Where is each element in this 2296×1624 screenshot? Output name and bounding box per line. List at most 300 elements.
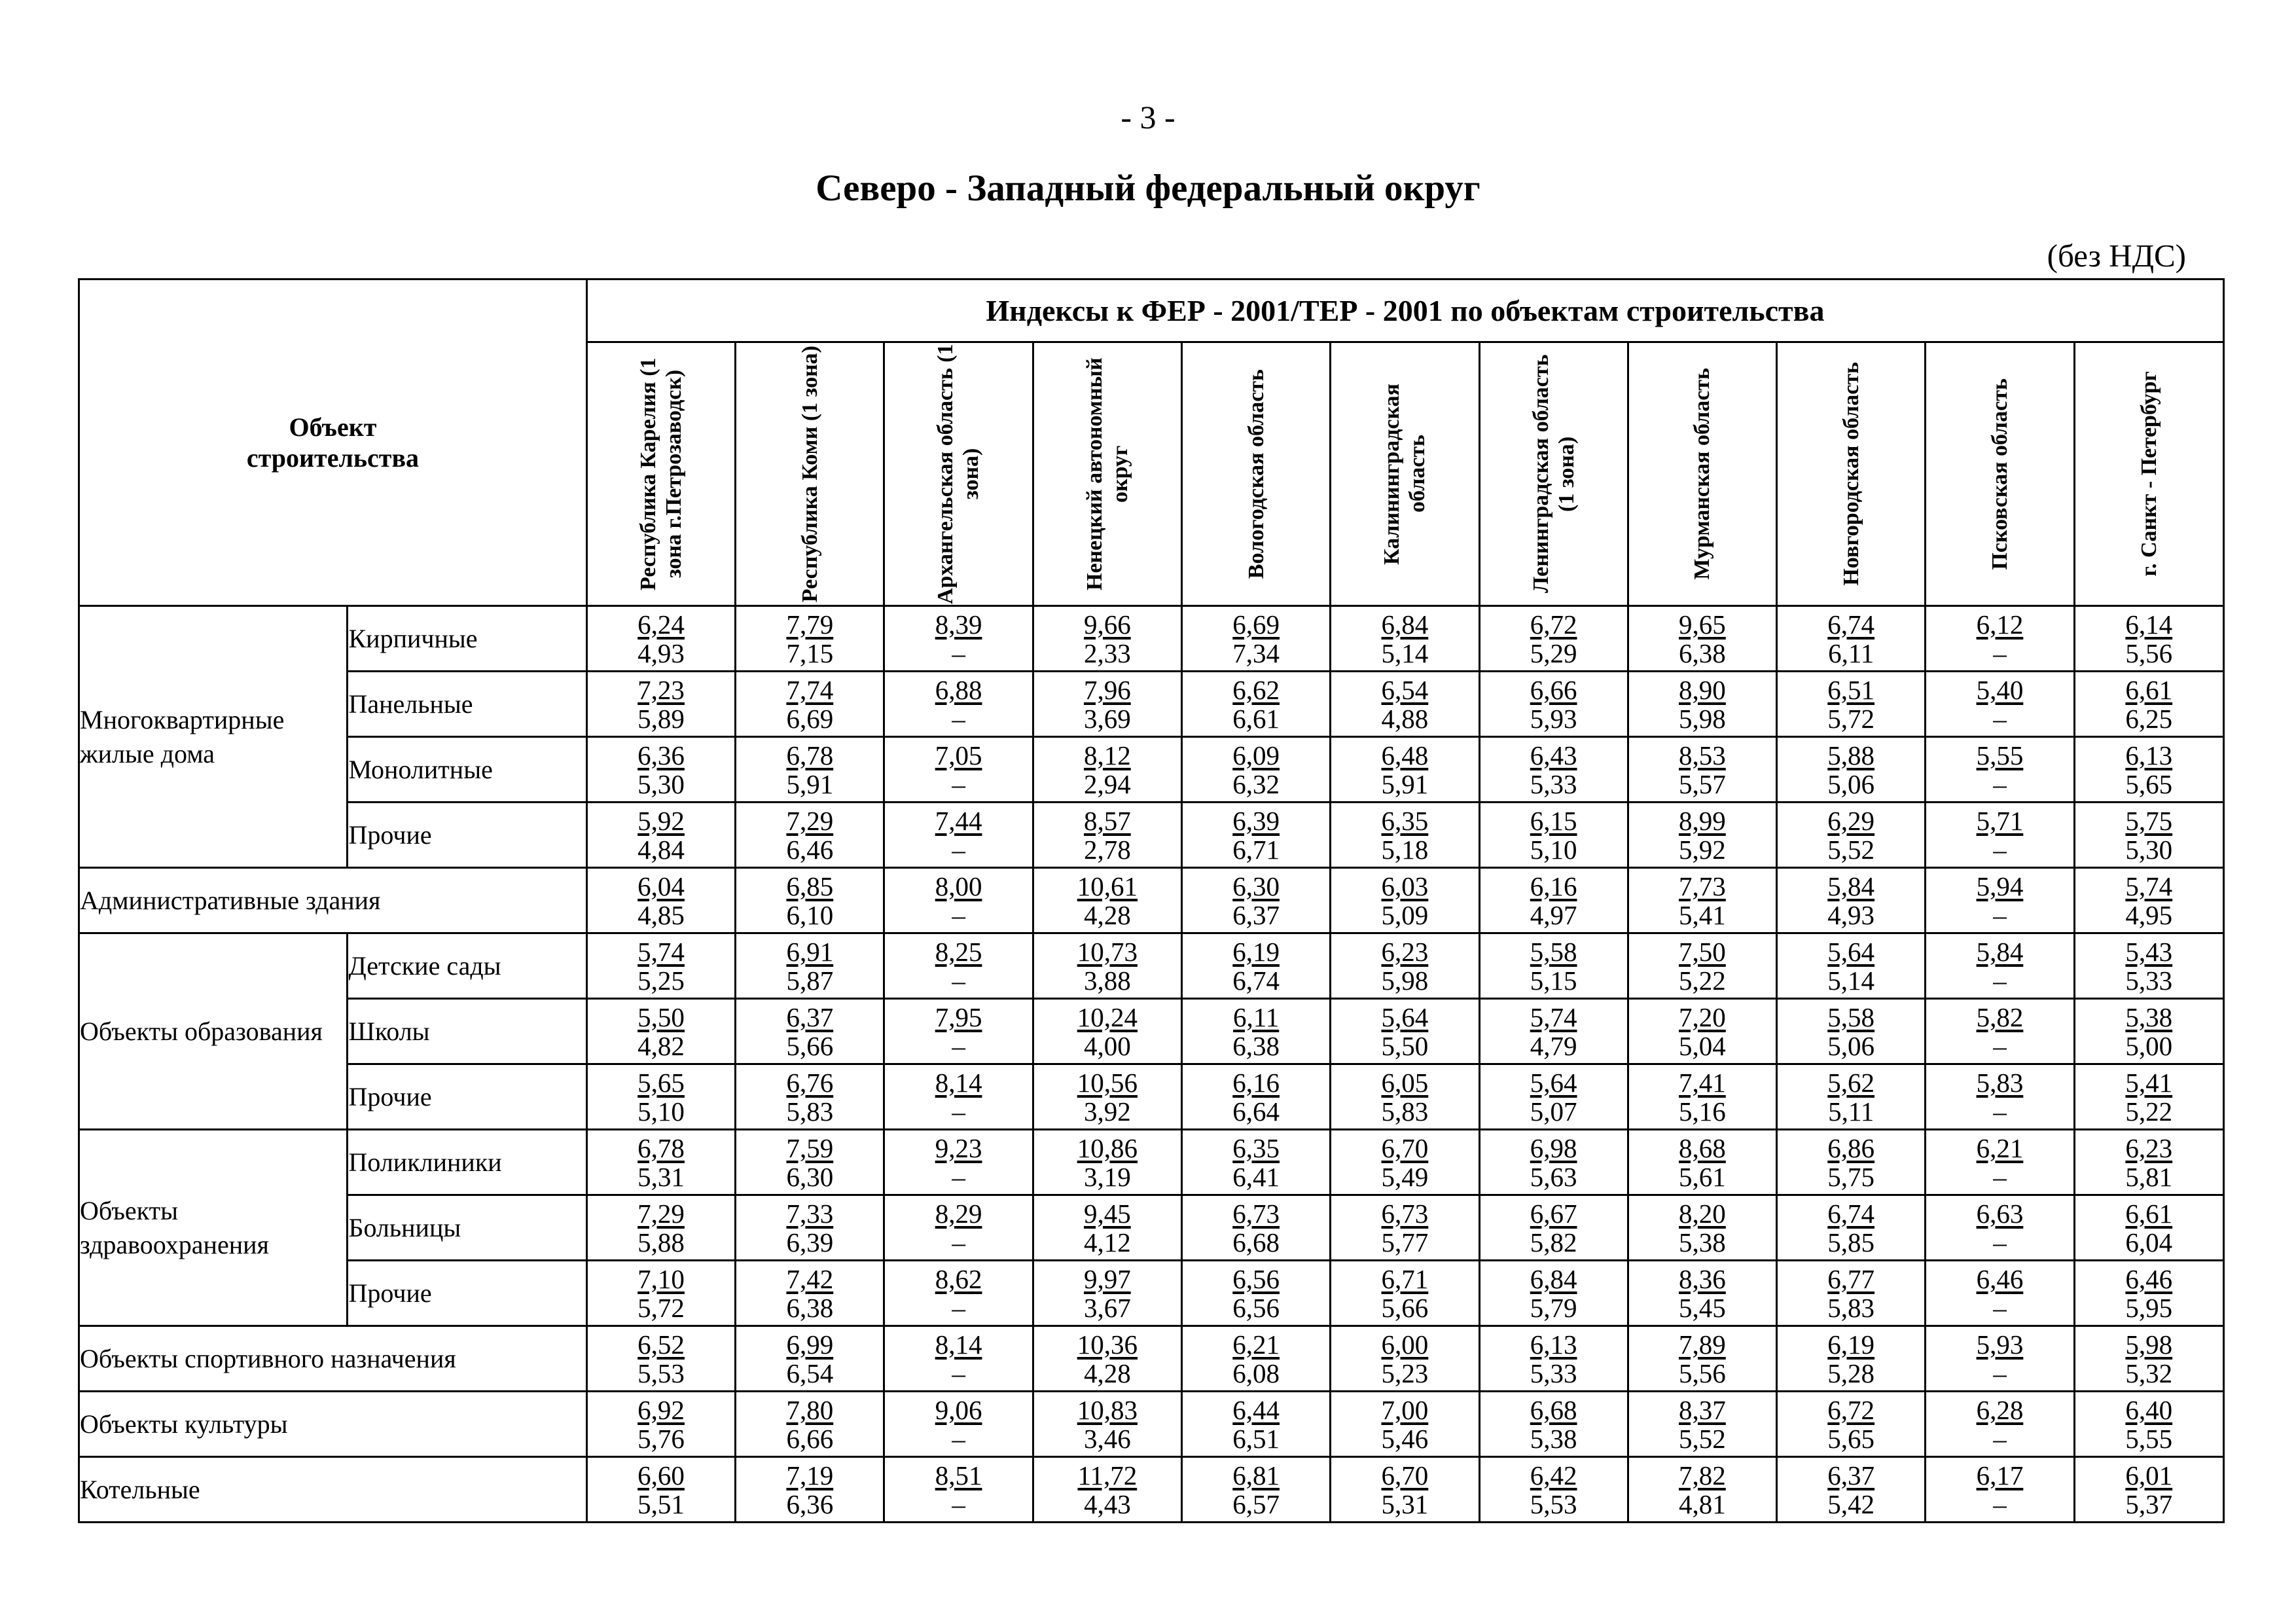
index-ter-value: 6,46 (786, 834, 834, 865)
index-ter-value: 5,49 (1381, 1161, 1429, 1192)
region-name: Республика Карелия (1 зона г.Петрозаводск) (636, 357, 687, 590)
index-cell (1181, 803, 1330, 868)
index-fer-value: 9,65 (1679, 609, 1726, 640)
table-body (79, 606, 2224, 1523)
index-ter-value: 6,41 (1232, 1161, 1280, 1192)
index-cell (1926, 1392, 2074, 1457)
index-cell (1181, 1195, 1330, 1261)
index-cell (1033, 1457, 1181, 1523)
index-ter-value: 4,84 (637, 834, 685, 865)
index-ter-value: 5,10 (637, 1096, 685, 1127)
index-cell (2074, 1261, 2223, 1326)
index-fer-value: 6,78 (786, 740, 834, 770)
index-fer-value: 6,84 (1381, 609, 1429, 640)
index-ter-value: 5,38 (1530, 1423, 1577, 1454)
index-fer-value: 6,14 (2125, 609, 2173, 640)
index-cell (1777, 737, 1926, 803)
index-fer-value: 6,60 (637, 1460, 685, 1490)
index-fer-value: 5,98 (2125, 1329, 2173, 1360)
index-fer-value: 6,21 (1976, 1132, 2024, 1163)
object-subtype-label: Прочие (348, 1064, 586, 1130)
region-name: Ленинградская область (1 зона) (1528, 354, 1579, 594)
index-cell (736, 1195, 884, 1261)
index-ter-value: 6,32 (1232, 768, 1280, 799)
table-row (79, 803, 2224, 868)
index-cell (1926, 1130, 2074, 1195)
index-cell (1926, 1261, 2074, 1326)
index-ter-value: 5,72 (637, 1292, 685, 1323)
index-cell (1777, 1261, 1926, 1326)
index-fer-value: 5,58 (1827, 1001, 1875, 1032)
index-ter-value: 6,38 (786, 1292, 834, 1323)
index-cell (2074, 1130, 2223, 1195)
index-fer-value: 5,71 (1976, 805, 2024, 836)
index-fer-value: 7,23 (637, 674, 685, 705)
index-fer-value: 7,82 (1679, 1460, 1726, 1490)
index-fer-value: 7,59 (786, 1132, 834, 1163)
region-header (736, 342, 884, 606)
index-cell (1331, 1195, 1479, 1261)
index-ter-value: 6,39 (786, 1227, 834, 1257)
index-ter-value: 5,95 (2125, 1292, 2173, 1323)
index-fer-value: 6,51 (1827, 674, 1875, 705)
index-fer-value: 7,20 (1679, 1001, 1726, 1032)
index-ter-value: 5,83 (1827, 1292, 1875, 1323)
index-cell (1628, 1261, 1776, 1326)
index-fer-value: 5,41 (2125, 1067, 2173, 1098)
index-fer-value: 6,88 (935, 674, 982, 705)
index-ter-value: 5,30 (637, 768, 685, 799)
index-ter-value: – (952, 834, 965, 865)
region-header (1777, 342, 1926, 606)
region-header (1181, 342, 1330, 606)
index-cell (1628, 933, 1776, 999)
region-name: Новгородская область (1839, 362, 1863, 586)
index-fer-value: 6,46 (1976, 1263, 2024, 1294)
index-cell (1033, 672, 1181, 737)
index-ter-value: 5,82 (1530, 1227, 1577, 1257)
index-fer-value: 8,62 (935, 1263, 982, 1294)
index-fer-value: 6,35 (1381, 805, 1429, 836)
index-cell (1628, 999, 1776, 1064)
index-ter-value: 5,31 (637, 1161, 685, 1192)
index-cell (2074, 1326, 2223, 1392)
index-cell (1479, 999, 1628, 1064)
index-ter-value: – (1993, 703, 2007, 734)
index-cell (586, 803, 735, 868)
index-cell (736, 1130, 884, 1195)
index-fer-value: 6,37 (1827, 1460, 1875, 1490)
table-row (79, 868, 2224, 933)
index-fer-value: 5,38 (2125, 1001, 2173, 1032)
index-fer-value: 6,73 (1232, 1198, 1280, 1229)
index-fer-value: 7,74 (786, 674, 834, 705)
index-ter-value: 5,10 (1530, 834, 1577, 865)
index-fer-value: 6,56 (1232, 1263, 1280, 1294)
index-fer-value: 5,82 (1976, 1001, 2024, 1032)
index-cell (1628, 1392, 1776, 1457)
index-fer-value: 8,37 (1679, 1394, 1726, 1425)
index-fer-value: 6,74 (1827, 609, 1875, 640)
index-ter-value: 5,77 (1381, 1227, 1429, 1257)
index-cell (1628, 672, 1776, 737)
index-cell (884, 1130, 1033, 1195)
index-ter-value: – (952, 1423, 965, 1454)
index-fer-value: 6,29 (1827, 805, 1875, 836)
index-cell (1181, 1326, 1330, 1392)
index-fer-value: 8,25 (935, 936, 982, 967)
index-group-header: Индексы к ФЕР - 2001/ТЕР - 2001 по объектам строительства (586, 280, 2223, 342)
index-ter-value: 5,45 (1679, 1292, 1726, 1323)
index-cell (2074, 1457, 2223, 1523)
index-fer-value: 7,05 (935, 740, 982, 770)
object-subtype-label: Поликлиники (348, 1130, 586, 1195)
index-cell (1331, 868, 1479, 933)
index-fer-value: 6,91 (786, 936, 834, 967)
index-ter-value: 5,30 (2125, 834, 2173, 865)
index-fer-value: 5,94 (1976, 871, 2024, 901)
index-fer-value: 5,64 (1530, 1067, 1577, 1098)
index-ter-value: – (1993, 1161, 2007, 1192)
index-ter-value: 4,28 (1083, 899, 1131, 930)
region-name: г. Санкт - Петербург (2136, 371, 2161, 577)
index-fer-value: 9,23 (935, 1132, 982, 1163)
index-cell (586, 606, 735, 672)
index-fer-value: 8,14 (935, 1329, 982, 1360)
index-cell (2074, 933, 2223, 999)
index-cell (884, 1195, 1033, 1261)
index-ter-value: 3,88 (1083, 965, 1131, 996)
index-fer-value: 7,41 (1679, 1067, 1726, 1098)
index-ter-value: – (1993, 1489, 2007, 1519)
index-cell (736, 1392, 884, 1457)
index-ter-value: – (1993, 899, 2007, 930)
index-ter-value: 6,74 (1232, 965, 1280, 996)
index-cell (1777, 868, 1926, 933)
index-cell (1926, 1195, 2074, 1261)
index-cell (1033, 1326, 1181, 1392)
index-cell (586, 933, 735, 999)
index-cell (1033, 1392, 1181, 1457)
index-fer-value: 7,29 (637, 1198, 685, 1229)
page-number: - 3 - (1121, 99, 1175, 135)
index-ter-value: 5,41 (1679, 899, 1726, 930)
index-cell (2074, 803, 2223, 868)
index-fer-value: 6,17 (1976, 1460, 2024, 1490)
index-ter-value: 5,92 (1679, 834, 1726, 865)
index-ter-value: 6,66 (786, 1423, 834, 1454)
index-cell (2074, 672, 2223, 737)
index-cell (736, 868, 884, 933)
index-cell (1777, 1195, 1926, 1261)
region-name: Псковская область (1987, 378, 2012, 570)
index-fer-value: 5,64 (1381, 1001, 1429, 1032)
index-ter-value: 4,12 (1083, 1227, 1131, 1257)
index-cell (1181, 737, 1330, 803)
index-cell (1926, 1326, 2074, 1392)
object-header-line-2: строительства (246, 443, 420, 473)
index-cell (1331, 1457, 1479, 1523)
index-fer-value: 5,84 (1827, 871, 1875, 901)
index-fer-value: 5,74 (2125, 871, 2173, 901)
index-cell (1479, 672, 1628, 737)
index-fer-value: 5,74 (1530, 1001, 1577, 1032)
table-row (79, 672, 2224, 737)
index-ter-value: 6,57 (1232, 1489, 1280, 1519)
index-fer-value: 6,72 (1530, 609, 1577, 640)
index-fer-value: 7,44 (935, 805, 982, 836)
index-fer-value: 6,74 (1827, 1198, 1875, 1229)
index-ter-value: – (1993, 834, 2007, 865)
index-cell (1628, 1130, 1776, 1195)
index-fer-value: 6,85 (786, 871, 834, 901)
index-fer-value: 6,23 (1381, 936, 1429, 967)
index-ter-value: 5,25 (637, 965, 685, 996)
table-row (79, 737, 2224, 803)
index-fer-value: 6,21 (1232, 1329, 1280, 1360)
object-group-label: Многоквартирные жилые дома (79, 606, 348, 868)
index-ter-value: 5,87 (786, 965, 834, 996)
index-fer-value: 6,92 (637, 1394, 685, 1425)
index-fer-value: 6,71 (1381, 1263, 1429, 1294)
index-fer-value: 6,73 (1381, 1198, 1429, 1229)
index-fer-value: 6,24 (637, 609, 685, 640)
index-cell (736, 606, 884, 672)
index-fer-value: 10,86 (1077, 1132, 1138, 1163)
index-ter-value: 5,04 (1679, 1030, 1726, 1061)
index-ter-value: – (952, 1489, 965, 1519)
region-name: Калининградская область (1380, 383, 1430, 565)
index-cell (1033, 737, 1181, 803)
index-cell (2074, 1064, 2223, 1130)
object-type-label: Объекты культуры (79, 1392, 587, 1457)
index-cell (2074, 737, 2223, 803)
index-ter-value: – (952, 1227, 965, 1257)
table-row (79, 999, 2224, 1064)
index-ter-value: 5,85 (1827, 1227, 1875, 1257)
index-ter-value: 5,66 (1381, 1292, 1429, 1323)
index-fer-value: 6,61 (2125, 1198, 2173, 1229)
index-fer-value: 7,96 (1083, 674, 1131, 705)
index-fer-value: 8,36 (1679, 1263, 1726, 1294)
index-ter-value: 4,95 (2125, 899, 2173, 930)
region-header (1479, 342, 1628, 606)
index-ter-value: 5,66 (786, 1030, 834, 1061)
index-fer-value: 8,99 (1679, 805, 1726, 836)
index-cell (1926, 999, 2074, 1064)
index-fer-value: 5,88 (1827, 740, 1875, 770)
index-fer-value: 6,11 (1233, 1001, 1280, 1032)
index-cell (1181, 1261, 1330, 1326)
index-cell (1033, 1064, 1181, 1130)
index-fer-value: 7,33 (786, 1198, 834, 1229)
index-cell (1181, 1130, 1330, 1195)
index-ter-value: 4,81 (1679, 1489, 1726, 1519)
index-ter-value: 5,65 (1827, 1423, 1875, 1454)
index-cell (884, 1457, 1033, 1523)
index-ter-value: 4,93 (1827, 899, 1875, 930)
index-fer-value: 5,93 (1976, 1329, 2024, 1360)
index-ter-value: 5,76 (637, 1423, 685, 1454)
index-ter-value: 5,46 (1381, 1423, 1429, 1454)
index-cell (1033, 1130, 1181, 1195)
index-fer-value: 6,16 (1530, 871, 1577, 901)
index-ter-value: 5,61 (1679, 1161, 1726, 1192)
index-fer-value: 8,29 (935, 1198, 982, 1229)
index-cell (1628, 1195, 1776, 1261)
index-fer-value: 6,43 (1530, 740, 1577, 770)
index-cell (586, 999, 735, 1064)
region-header (884, 342, 1033, 606)
index-cell (1926, 1064, 2074, 1130)
index-fer-value: 9,97 (1083, 1263, 1131, 1294)
index-cell (736, 1457, 884, 1523)
index-cell (1479, 606, 1628, 672)
index-ter-value: – (1993, 1292, 2007, 1323)
index-ter-value: 5,81 (2125, 1161, 2173, 1192)
index-cell (884, 933, 1033, 999)
object-type-label: Котельные (79, 1457, 587, 1523)
index-cell (1479, 1326, 1628, 1392)
region-name: Вологодская область (1244, 369, 1268, 579)
index-cell (1331, 1326, 1479, 1392)
index-cell (1181, 606, 1330, 672)
index-ter-value: 6,37 (1232, 899, 1280, 930)
index-fer-value: 10,73 (1077, 936, 1138, 967)
index-cell (1479, 1064, 1628, 1130)
index-cell (1479, 1130, 1628, 1195)
table-row (79, 1457, 2224, 1523)
index-cell (2074, 606, 2223, 672)
index-fer-value: 6,23 (2125, 1132, 2173, 1163)
object-subtype-label: Школы (348, 999, 586, 1064)
index-ter-value: 2,94 (1083, 768, 1131, 799)
index-ter-value: 7,34 (1232, 638, 1280, 668)
index-ter-value: 5,65 (2125, 768, 2173, 799)
index-cell (1331, 1392, 1479, 1457)
index-ter-value: – (1993, 1227, 2007, 1257)
index-cell (736, 1261, 884, 1326)
index-ter-value: – (1993, 965, 2007, 996)
index-fer-value: 6,48 (1381, 740, 1429, 770)
index-fer-value: 5,64 (1827, 936, 1875, 967)
index-fer-value: 10,83 (1077, 1394, 1138, 1425)
object-group-label: Объекты образования (79, 933, 348, 1130)
index-ter-value: 6,25 (2125, 703, 2173, 734)
index-ter-value: – (1993, 638, 2007, 668)
index-cell (884, 1261, 1033, 1326)
index-ter-value: – (1993, 1358, 2007, 1388)
index-ter-value: 5,14 (1381, 638, 1429, 668)
index-fer-value: 8,12 (1083, 740, 1131, 770)
index-ter-value: 5,29 (1530, 638, 1577, 668)
object-column-header (79, 280, 587, 606)
index-ter-value: 5,63 (1530, 1161, 1577, 1192)
index-fer-value: 8,57 (1083, 805, 1131, 836)
index-ter-value: 5,22 (2125, 1096, 2173, 1127)
object-subtype-label: Монолитные (348, 737, 586, 803)
index-ter-value: 6,08 (1232, 1358, 1280, 1388)
index-cell (1181, 933, 1330, 999)
region-header (586, 342, 735, 606)
index-ter-value: 4,28 (1083, 1358, 1131, 1388)
index-ter-value: – (952, 899, 965, 930)
index-ter-value: – (952, 1030, 965, 1061)
object-subtype-label: Панельные (348, 672, 586, 737)
table-row (79, 1064, 2224, 1130)
index-cell (1926, 868, 2074, 933)
index-fer-value: 7,89 (1679, 1329, 1726, 1360)
index-ter-value: – (1993, 1096, 2007, 1127)
index-cell (586, 737, 735, 803)
index-cell (1033, 1261, 1181, 1326)
index-cell (736, 999, 884, 1064)
index-fer-value: 7,79 (786, 609, 834, 640)
index-ter-value: 5,33 (1530, 1358, 1577, 1388)
index-ter-value: 5,98 (1679, 703, 1726, 734)
index-cell (1926, 803, 2074, 868)
index-ter-value: 4,82 (637, 1030, 685, 1061)
index-fer-value: 6,37 (786, 1001, 834, 1032)
index-cell (1777, 803, 1926, 868)
index-cell (1777, 999, 1926, 1064)
region-header (1628, 342, 1776, 606)
index-cell (736, 1326, 884, 1392)
index-ter-value: – (952, 1358, 965, 1388)
object-subtype-label: Прочие (348, 803, 586, 868)
index-fer-value: 8,14 (935, 1067, 982, 1098)
index-fer-value: 5,75 (2125, 805, 2173, 836)
index-ter-value: 5,72 (1827, 703, 1875, 734)
index-cell (1331, 999, 1479, 1064)
index-ter-value: 5,37 (2125, 1489, 2173, 1519)
index-cell (1479, 1195, 1628, 1261)
index-ter-value: 5,07 (1530, 1096, 1577, 1127)
index-fer-value: 7,00 (1381, 1394, 1429, 1425)
index-ter-value: 5,42 (1827, 1489, 1875, 1519)
index-fer-value: 9,45 (1083, 1198, 1131, 1229)
index-ter-value: 6,38 (1679, 638, 1726, 668)
index-fer-value: 8,53 (1679, 740, 1726, 770)
index-ter-value: 5,57 (1679, 768, 1726, 799)
index-cell (586, 1392, 735, 1457)
index-ter-value: 5,89 (637, 703, 685, 734)
index-ter-value: – (952, 638, 965, 668)
index-fer-value: 6,35 (1232, 1132, 1280, 1163)
index-cell (1331, 1261, 1479, 1326)
index-ter-value: 5,83 (786, 1096, 834, 1127)
index-fer-value: 11,72 (1077, 1460, 1138, 1490)
index-ter-value: 4,88 (1381, 703, 1429, 734)
index-cell (1777, 933, 1926, 999)
table-row (79, 933, 2224, 999)
index-ter-value: 5,38 (1679, 1227, 1726, 1257)
index-fer-value: 7,50 (1679, 936, 1726, 967)
index-ter-value: – (952, 768, 965, 799)
index-cell (1926, 933, 2074, 999)
index-fer-value: 5,84 (1976, 936, 2024, 967)
index-fer-value: 6,39 (1232, 805, 1280, 836)
index-fer-value: 8,51 (935, 1460, 982, 1490)
index-fer-value: 5,65 (637, 1067, 685, 1098)
table-row (79, 1392, 2224, 1457)
index-ter-value: – (952, 1096, 965, 1127)
index-cell (884, 1392, 1033, 1457)
index-fer-value: 10,36 (1077, 1329, 1138, 1360)
index-ter-value: 5,52 (1827, 834, 1875, 865)
index-cell (1628, 1064, 1776, 1130)
index-cell (1628, 606, 1776, 672)
